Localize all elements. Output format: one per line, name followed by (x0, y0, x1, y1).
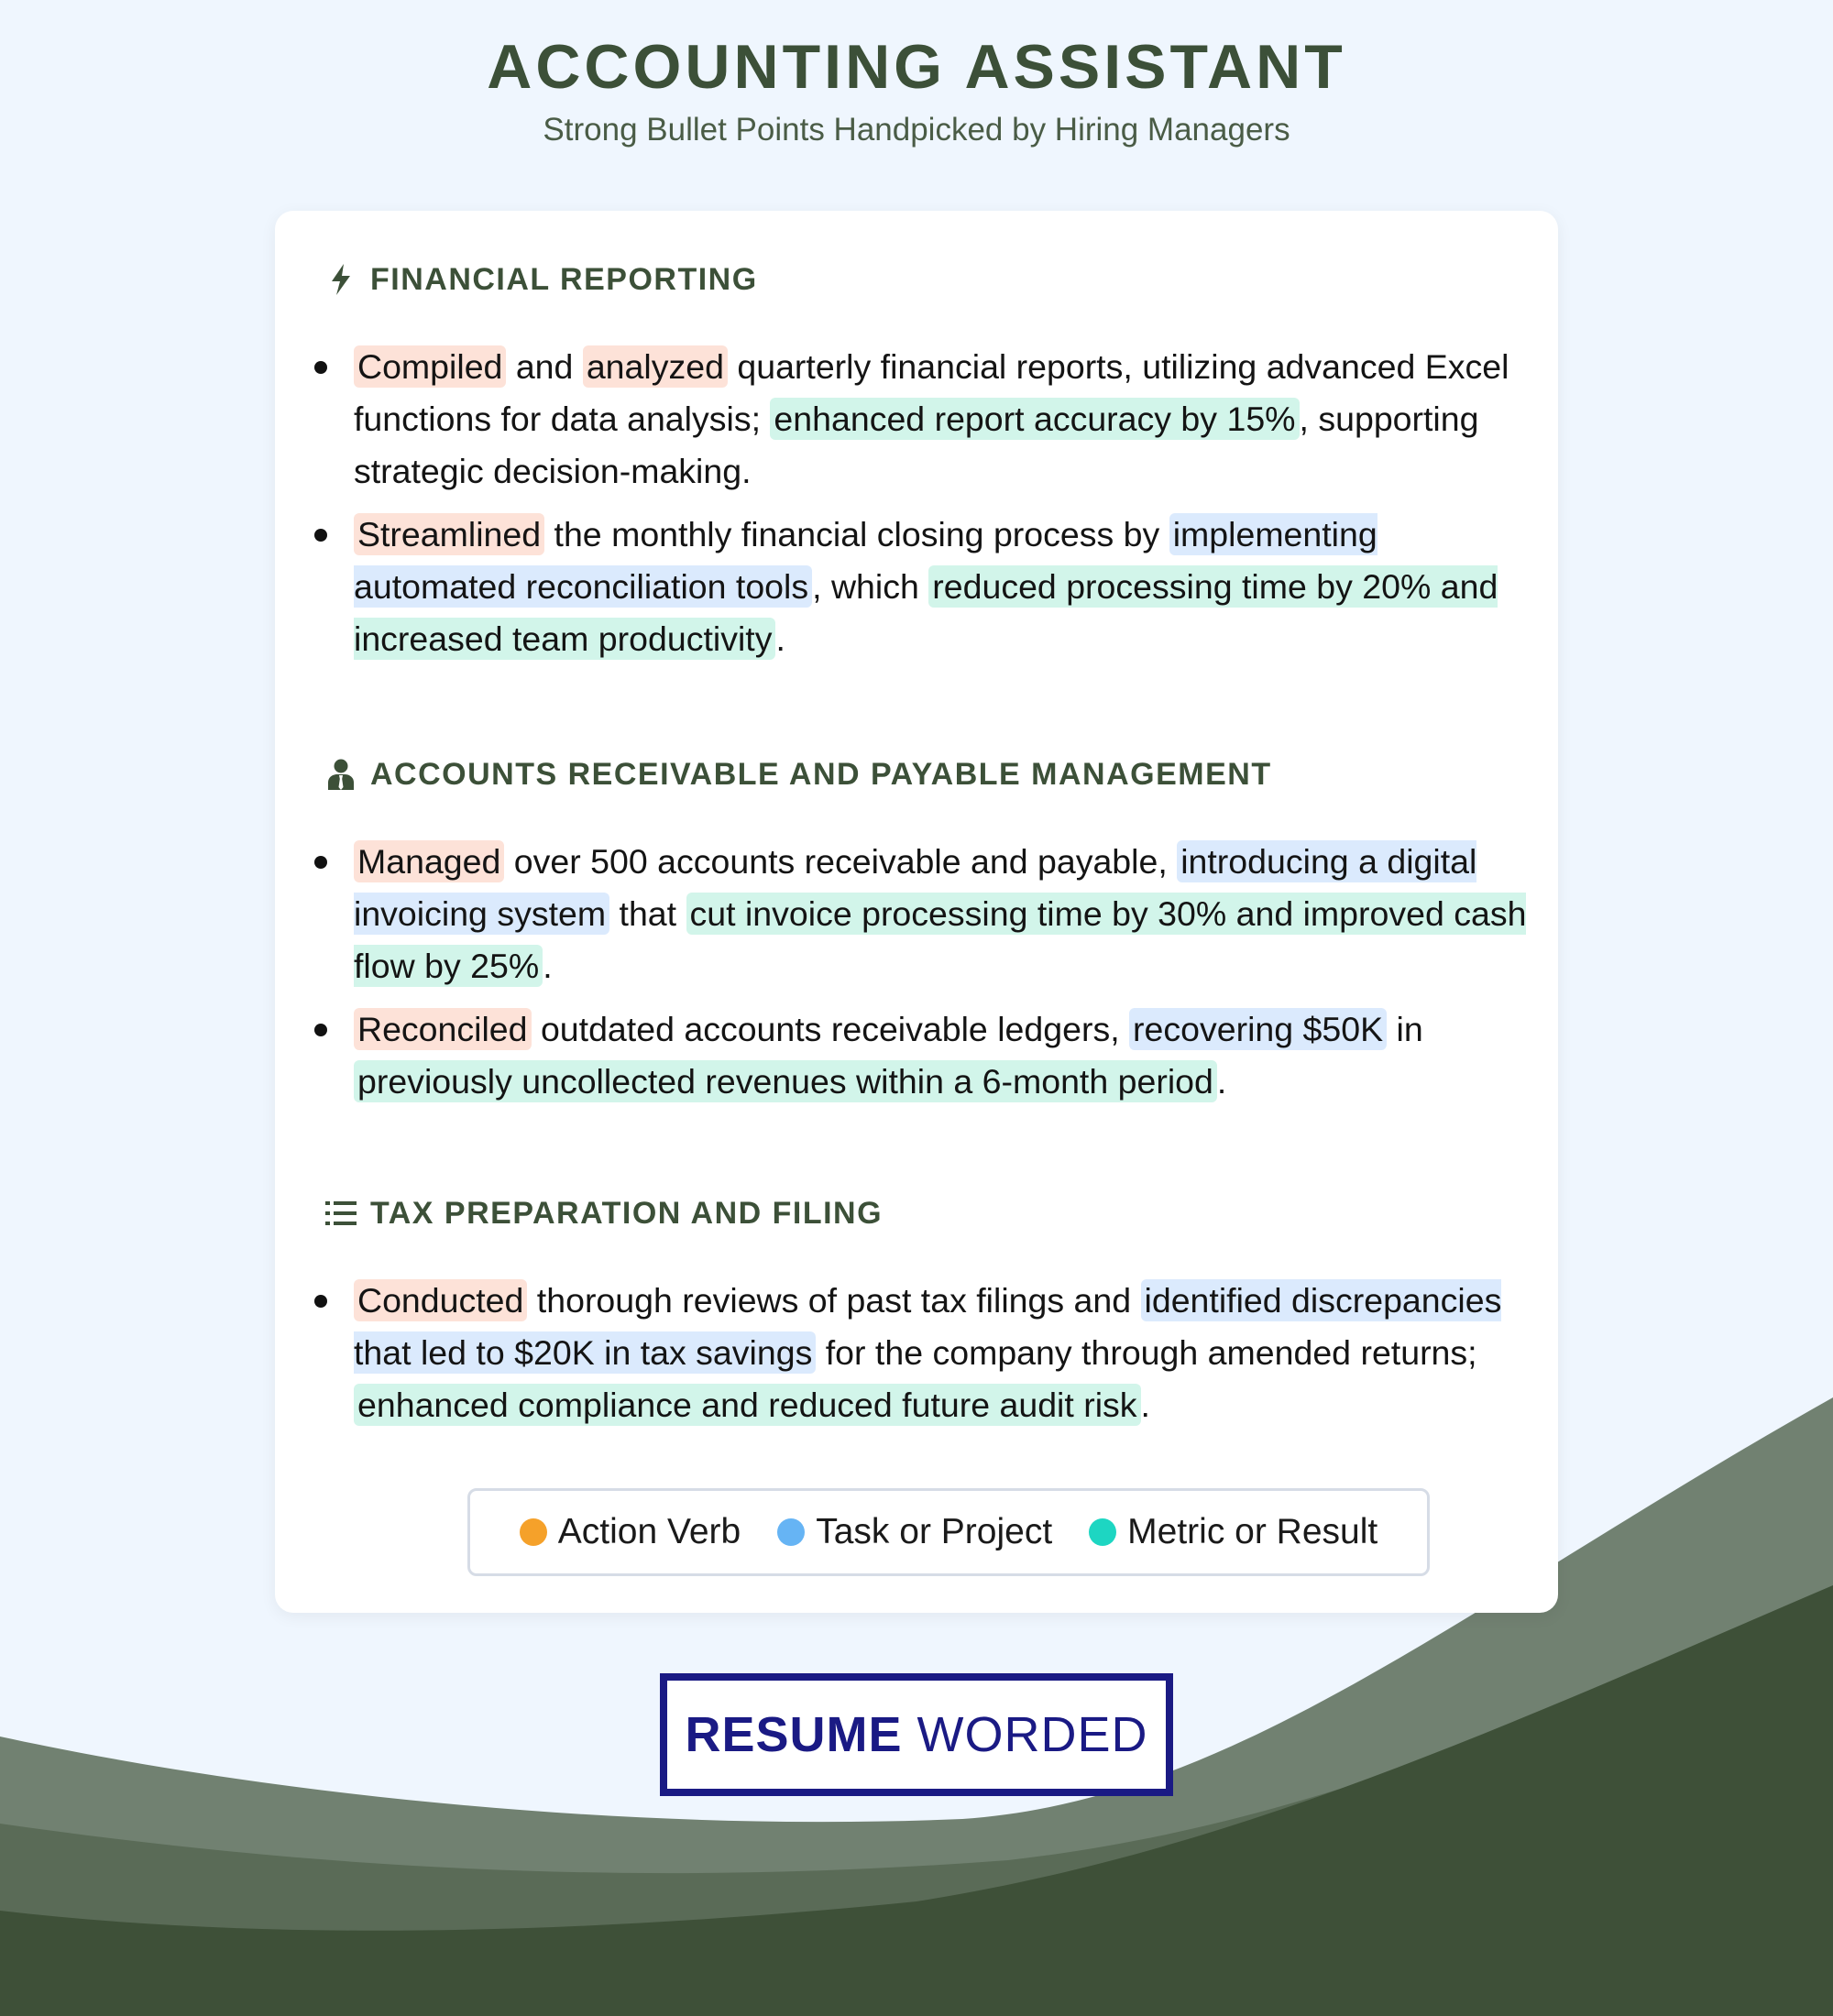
highlight-metric: cut invoice processing time by 30% and improved cash flow by 25% (354, 894, 1527, 985)
legend-label: Action Verb (557, 1512, 741, 1551)
section-title: TAX PREPARATION AND FILING (370, 1195, 884, 1231)
bullet-point (306, 509, 1527, 665)
section-header (306, 251, 1527, 308)
page-header (0, 0, 1833, 150)
bullet-text: over 500 accounts receivable and payable, (504, 842, 1178, 881)
bullet-text: . (1140, 1386, 1150, 1424)
bullet-point (306, 1003, 1527, 1108)
lightning-bolt-icon (324, 263, 357, 296)
bullet-text: , which (812, 567, 929, 606)
section-title: ACCOUNTS RECEIVABLE AND PAYABLE MANAGEMENT (370, 756, 1272, 792)
highlight-verb: Compiled (354, 345, 506, 388)
brand-light-text: WORDED (916, 1707, 1148, 1762)
highlight-metric: enhanced report accuracy by 15% (770, 398, 1299, 440)
bullet-list (306, 341, 1527, 665)
page-title: ACCOUNTING ASSISTANT (487, 32, 1346, 102)
section-tax-preparation (306, 1185, 1527, 1431)
highlight-task: introducing a digital invoicing system (354, 842, 1477, 933)
bullet-text: for the company through amended returns; (816, 1333, 1477, 1372)
section-financial-reporting (306, 251, 1527, 665)
brand-strong-text: RESUME (685, 1707, 903, 1762)
section-header (306, 1185, 1527, 1242)
bullet-text: . (1216, 1062, 1227, 1101)
bullet-list (306, 836, 1527, 1108)
section-accounts-management (306, 746, 1527, 1108)
bullet-point (306, 341, 1527, 498)
section-title: FINANCIAL REPORTING (370, 261, 758, 297)
bullet-point (306, 836, 1527, 992)
highlight-verb: Reconciled (354, 1008, 532, 1050)
bullet-text: . (543, 947, 553, 985)
legend-item-action-verb (520, 1512, 741, 1552)
section-header (306, 746, 1527, 803)
bullet-text: in (1387, 1010, 1423, 1048)
legend-label: Task or Project (816, 1512, 1053, 1551)
highlight-metric: previously uncollected revenues within a 6-month period (354, 1060, 1217, 1102)
person-with-tie-icon (324, 758, 357, 791)
bullet-text: outdated accounts receivable ledgers, (531, 1010, 1130, 1048)
bullet-text: , supporting strategic decision-making. (354, 400, 1479, 490)
legend-label: Metric or Result (1127, 1512, 1378, 1551)
highlight-verb: Streamlined (354, 513, 544, 555)
highlight-metric: reduced processing time by 20% and increased team productivity (354, 567, 1498, 658)
bullet-text: quarterly financial reports, utilizing advanced Excel functions for data analysis; (354, 347, 1509, 438)
legend-dot (777, 1518, 805, 1546)
bullet-text: . (775, 619, 785, 658)
bullet-text: thorough reviews of past tax filings and (527, 1281, 1141, 1320)
legend-item-task-or-project (777, 1512, 1052, 1552)
color-legend (467, 1488, 1430, 1576)
bullet-text: and (506, 347, 583, 386)
bullet-points-card (275, 211, 1558, 1613)
legend-dot (520, 1518, 547, 1546)
highlight-metric: enhanced compliance and reduced future audit risk (354, 1384, 1141, 1426)
bullet-text: the monthly financial closing process by (544, 515, 1169, 553)
section-spacer (306, 676, 1527, 746)
highlight-task: recovering $50K (1129, 1008, 1387, 1050)
legend-dot (1089, 1518, 1116, 1546)
highlight-task: implementing automated reconciliation tools (354, 515, 1377, 606)
list-icon (324, 1197, 357, 1230)
highlight-verb: analyzed (583, 345, 728, 388)
resume-worded-logo (660, 1673, 1173, 1796)
legend-item-metric-or-result (1089, 1512, 1377, 1552)
bullet-text: that (609, 894, 686, 933)
highlight-verb: Managed (354, 840, 504, 882)
highlight-verb: Conducted (354, 1279, 527, 1321)
section-spacer (306, 1119, 1527, 1185)
page-subtitle: Strong Bullet Points Handpicked by Hiring Managers (543, 112, 1290, 148)
bullet-point (306, 1275, 1527, 1431)
bullet-list (306, 1275, 1527, 1431)
highlight-task: identified discrepancies that led to $20K in tax savings (354, 1281, 1502, 1372)
